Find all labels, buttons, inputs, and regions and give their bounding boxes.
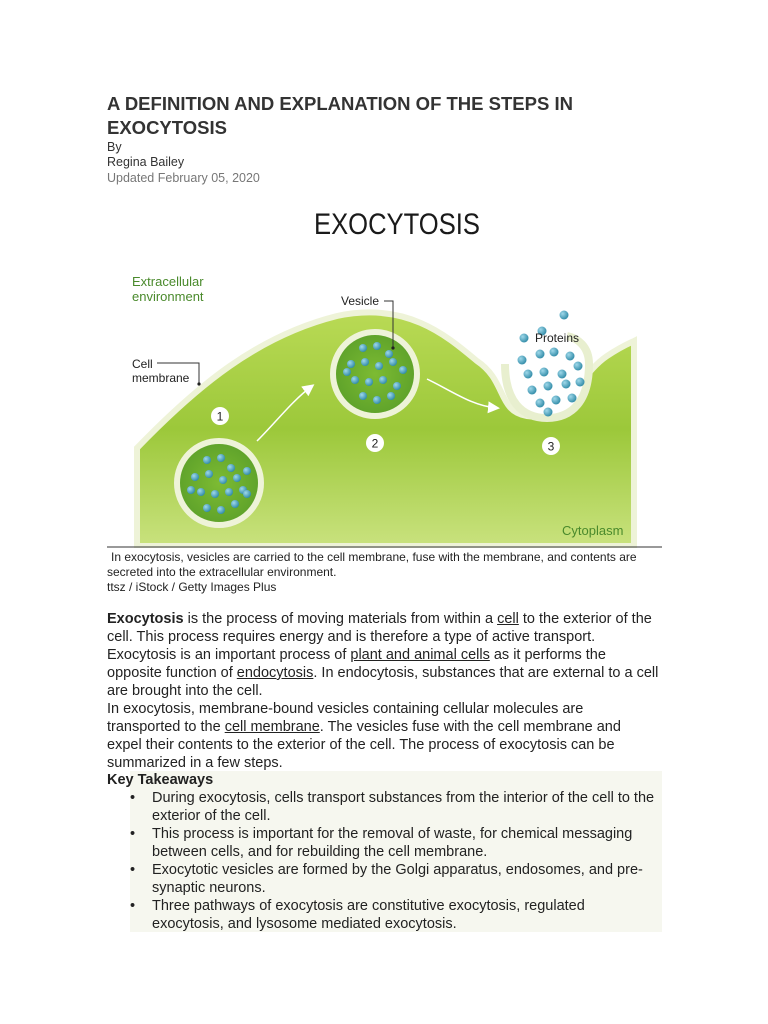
paragraph-2: In exocytosis, membrane-bound vesicles containing cellular molecules are transported to the cell membrane. The vesicles fuse with the cell membrane and expel their contents to the exterior of the cell. The process of exocytosis can be summarized in a few steps. <box>107 701 621 771</box>
list-item: • This process is important for the removal of waste, for chemical messaging between cells, and for rebuilding the cell membrane. <box>130 826 633 860</box>
exocytosis-diagram <box>107 196 662 548</box>
article-title: A DEFINITION AND EXPLANATION OF THE STEPS IN EXOCYTOSIS <box>107 93 573 138</box>
paragraph-1: Exocytosis is the process of moving materials from within a cell to the exterior of the cell. This process requires energy and is therefore a type of active transport. Exocytosis is an important process of plant and animal cells as it performs the opposite function of endocytosis. In endocytosis, substances that are external to a cell are brought into the cell. <box>107 611 659 699</box>
article-body <box>107 610 659 772</box>
term-exocytosis: Exocytosis <box>107 611 184 627</box>
key-takeaways-list <box>130 789 655 933</box>
author-name[interactable]: Regina Bailey <box>107 155 185 169</box>
svg-text:1: 1 <box>216 409 224 424</box>
step-1-marker <box>211 407 229 425</box>
step-2-marker <box>366 434 384 452</box>
figure-caption <box>107 550 667 595</box>
updated-date: Updated February 05, 2020 <box>107 171 260 185</box>
label-extracellular-2: environment <box>132 289 204 304</box>
link-endocytosis[interactable]: endocytosis <box>236 665 314 681</box>
byline-label: By <box>107 140 122 154</box>
figure-heading: EXOCYTOSIS <box>314 208 480 241</box>
svg-text:2: 2 <box>371 436 379 451</box>
label-extracellular-1: Extracellular <box>132 274 204 289</box>
label-proteins: Proteins <box>535 331 580 345</box>
fused-vesicle <box>505 336 589 418</box>
list-item: • Exocytotic vesicles are formed by the Golgi apparatus, endosomes, and pre-synaptic neurons. <box>130 862 643 896</box>
label-vesicle: Vesicle <box>341 294 380 308</box>
image-credit: ttsz / iStock / Getty Images Plus <box>107 580 277 594</box>
label-cytoplasm: Cytoplasm <box>562 523 624 538</box>
key-takeaways-heading: Key Takeaways <box>107 772 214 788</box>
link-plant-animal-cells[interactable]: plant and animal cells <box>350 647 490 663</box>
link-cell-membrane[interactable]: cell membrane <box>224 719 320 735</box>
svg-text:3: 3 <box>547 439 555 454</box>
label-cell-2: membrane <box>132 371 190 385</box>
step-3-marker <box>542 437 560 455</box>
link-cell[interactable]: cell <box>497 611 519 627</box>
caption-text: In exocytosis, vesicles are carried to the cell membrane, fuse with the membrane, and contents are secreted into the extracellular environment. <box>107 550 637 579</box>
label-cell-1: Cell <box>132 357 153 371</box>
list-item: • Three pathways of exocytosis are constitutive exocytosis, regulated exocytosis, and lysosome mediated exocytosis. <box>130 898 585 932</box>
list-item: • During exocytosis, cells transport substances from the interior of the cell to the exterior of the cell. <box>130 790 655 824</box>
